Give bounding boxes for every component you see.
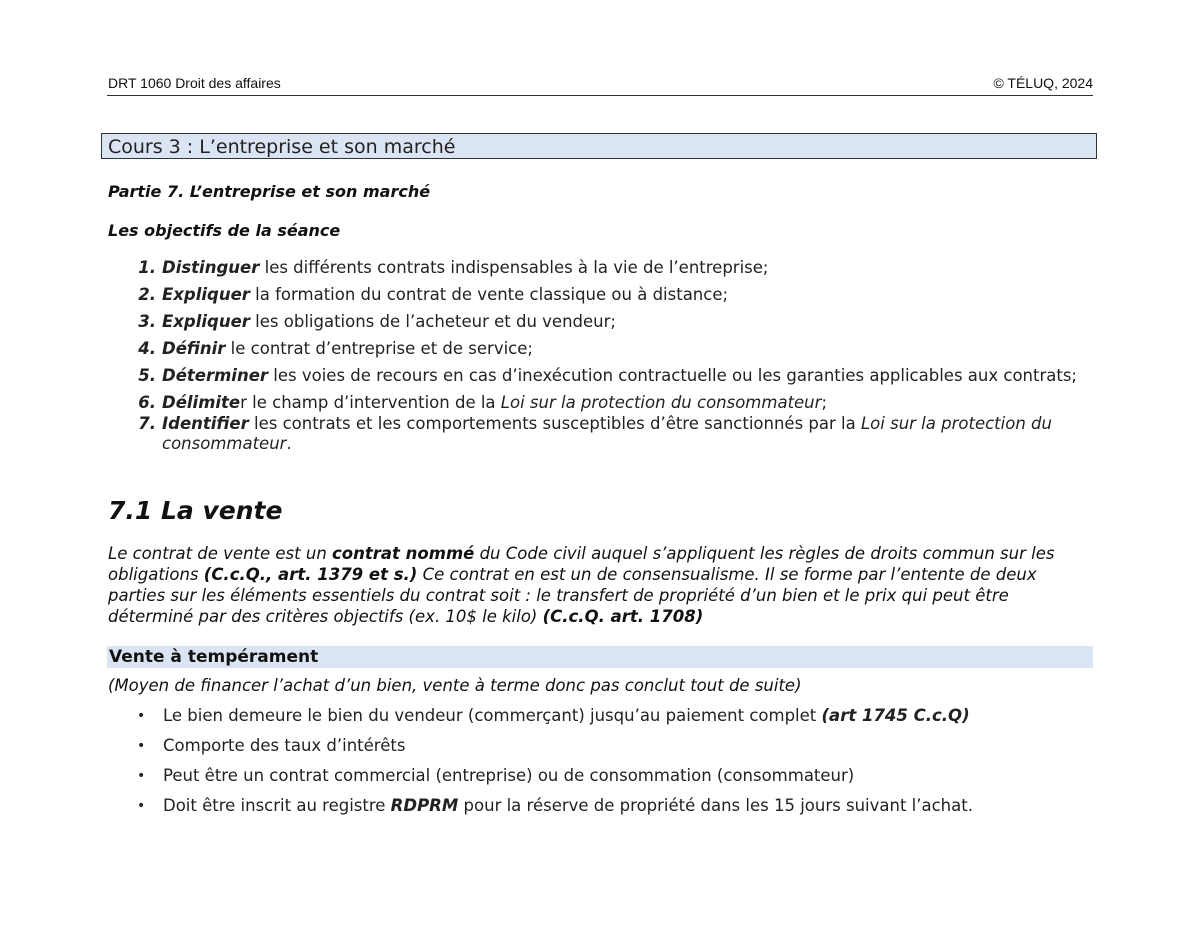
header-copyright: © TÉLUQ, 2024 — [993, 75, 1093, 91]
objective-number: 5. — [138, 366, 156, 385]
bullet-text: Peut être un contrat commercial (entreprise) ou de consommation (consommateur) — [163, 766, 855, 785]
objective-number: 1. — [138, 258, 156, 277]
objective-text: les contrats et les comportements susceptibles d’être sanctionnés par la — [248, 414, 861, 433]
objective-tail: ; — [821, 393, 827, 412]
objectives-list — [130, 258, 1095, 454]
objective-text: les obligations de l’acheteur et du vendeur; — [249, 312, 616, 331]
objective-keyword: Déterminer — [162, 366, 269, 385]
objective-item — [130, 285, 1095, 305]
part-title: Partie 7. L’entreprise et son marché — [108, 182, 431, 201]
objective-number: 3. — [138, 312, 156, 331]
objective-item — [130, 393, 1095, 413]
objective-keyword: Expliquer — [162, 312, 250, 331]
objective-text: le contrat d’entreprise et de service; — [225, 339, 533, 358]
bullet-keyword: (art 1745 C.c.Q) — [821, 706, 970, 725]
subsection-band — [107, 646, 1093, 668]
paragraph-text: du Code civil auquel s’appliquent les règles de droits commun sur les obligations — [108, 544, 1055, 584]
objective-text: r le champ d’intervention de la — [240, 393, 501, 412]
objective-number: 2. — [138, 285, 156, 304]
paragraph-citation: (C.c.Q., art. 1379 et s.) — [203, 565, 418, 584]
paragraph-text: Le contrat de vente est un — [108, 544, 333, 563]
header-course-code: DRT 1060 Droit des affaires — [108, 75, 281, 91]
objective-text: les différents contrats indispensables à la vie de l’entreprise; — [259, 258, 769, 277]
section-title: 7.1 La vente — [108, 496, 283, 525]
course-title-box — [101, 133, 1097, 159]
sale-contract-paragraph — [108, 543, 1098, 627]
objective-text: les voies de recours en cas d’inexécution contractuelle ou les garanties applicables aux contrats; — [268, 366, 1077, 385]
paragraph-text: Ce contrat en est un de consensualisme. Il se forme par l’entente de deux parties sur les éléments essentiels du contrat soit : le transfert de propriété d’un bien et le prix qui peut être déterminé par des critères objectifs (ex. 10$ le kilo) — [108, 565, 1037, 626]
objective-item — [130, 366, 1095, 386]
objective-number: 6. — [138, 393, 156, 412]
list-item — [130, 735, 1095, 765]
subsection-note: (Moyen de financer l’achat d’un bien, vente à terme donc pas conclut tout de suite) — [108, 676, 802, 695]
course-title: Cours 3 : L’entreprise et son marché — [108, 136, 456, 158]
objectives-title: Les objectifs de la séance — [108, 221, 341, 240]
bullet-keyword: RDPRM — [390, 796, 459, 815]
list-item — [130, 705, 1095, 735]
objective-keyword: Définir — [162, 339, 226, 358]
header-rule — [107, 95, 1093, 96]
list-item — [130, 795, 1095, 825]
bullet-list — [130, 705, 1095, 825]
objective-law-title: Loi sur la protection du consommateur — [162, 414, 1052, 453]
objective-item — [130, 312, 1095, 332]
objective-keyword: Identifier — [162, 414, 249, 433]
objective-keyword: Délimite — [162, 393, 241, 412]
bullet-tail: pour la réserve de propriété dans les 15 jours suivant l’achat. — [458, 796, 973, 815]
paragraph-bold: contrat nommé — [332, 544, 475, 563]
bullet-icon: • — [137, 798, 146, 814]
objective-text: la formation du contrat de vente classique ou à distance; — [249, 285, 729, 304]
bullet-text: Comporte des taux d’intérêts — [163, 736, 406, 755]
subsection-title: Vente à tempérament — [109, 647, 319, 667]
bullet-icon: • — [137, 768, 146, 784]
objective-keyword: Distinguer — [162, 258, 260, 277]
objective-item — [130, 258, 1095, 278]
objective-keyword: Expliquer — [162, 285, 250, 304]
paragraph-citation: (C.c.Q. art. 1708) — [542, 607, 704, 626]
objective-item — [130, 414, 1095, 454]
objective-number: 4. — [138, 339, 156, 358]
bullet-text: Le bien demeure le bien du vendeur (commerçant) jusqu’au paiement complet — [163, 706, 822, 725]
objective-law-title: Loi sur la protection du consommateur — [500, 393, 822, 412]
bullet-icon: • — [137, 738, 146, 754]
objective-item — [130, 339, 1095, 359]
objective-number: 7. — [138, 414, 156, 433]
bullet-icon: • — [137, 708, 146, 724]
objective-tail: . — [286, 434, 292, 453]
list-item — [130, 765, 1095, 795]
bullet-text: Doit être inscrit au registre — [163, 796, 391, 815]
